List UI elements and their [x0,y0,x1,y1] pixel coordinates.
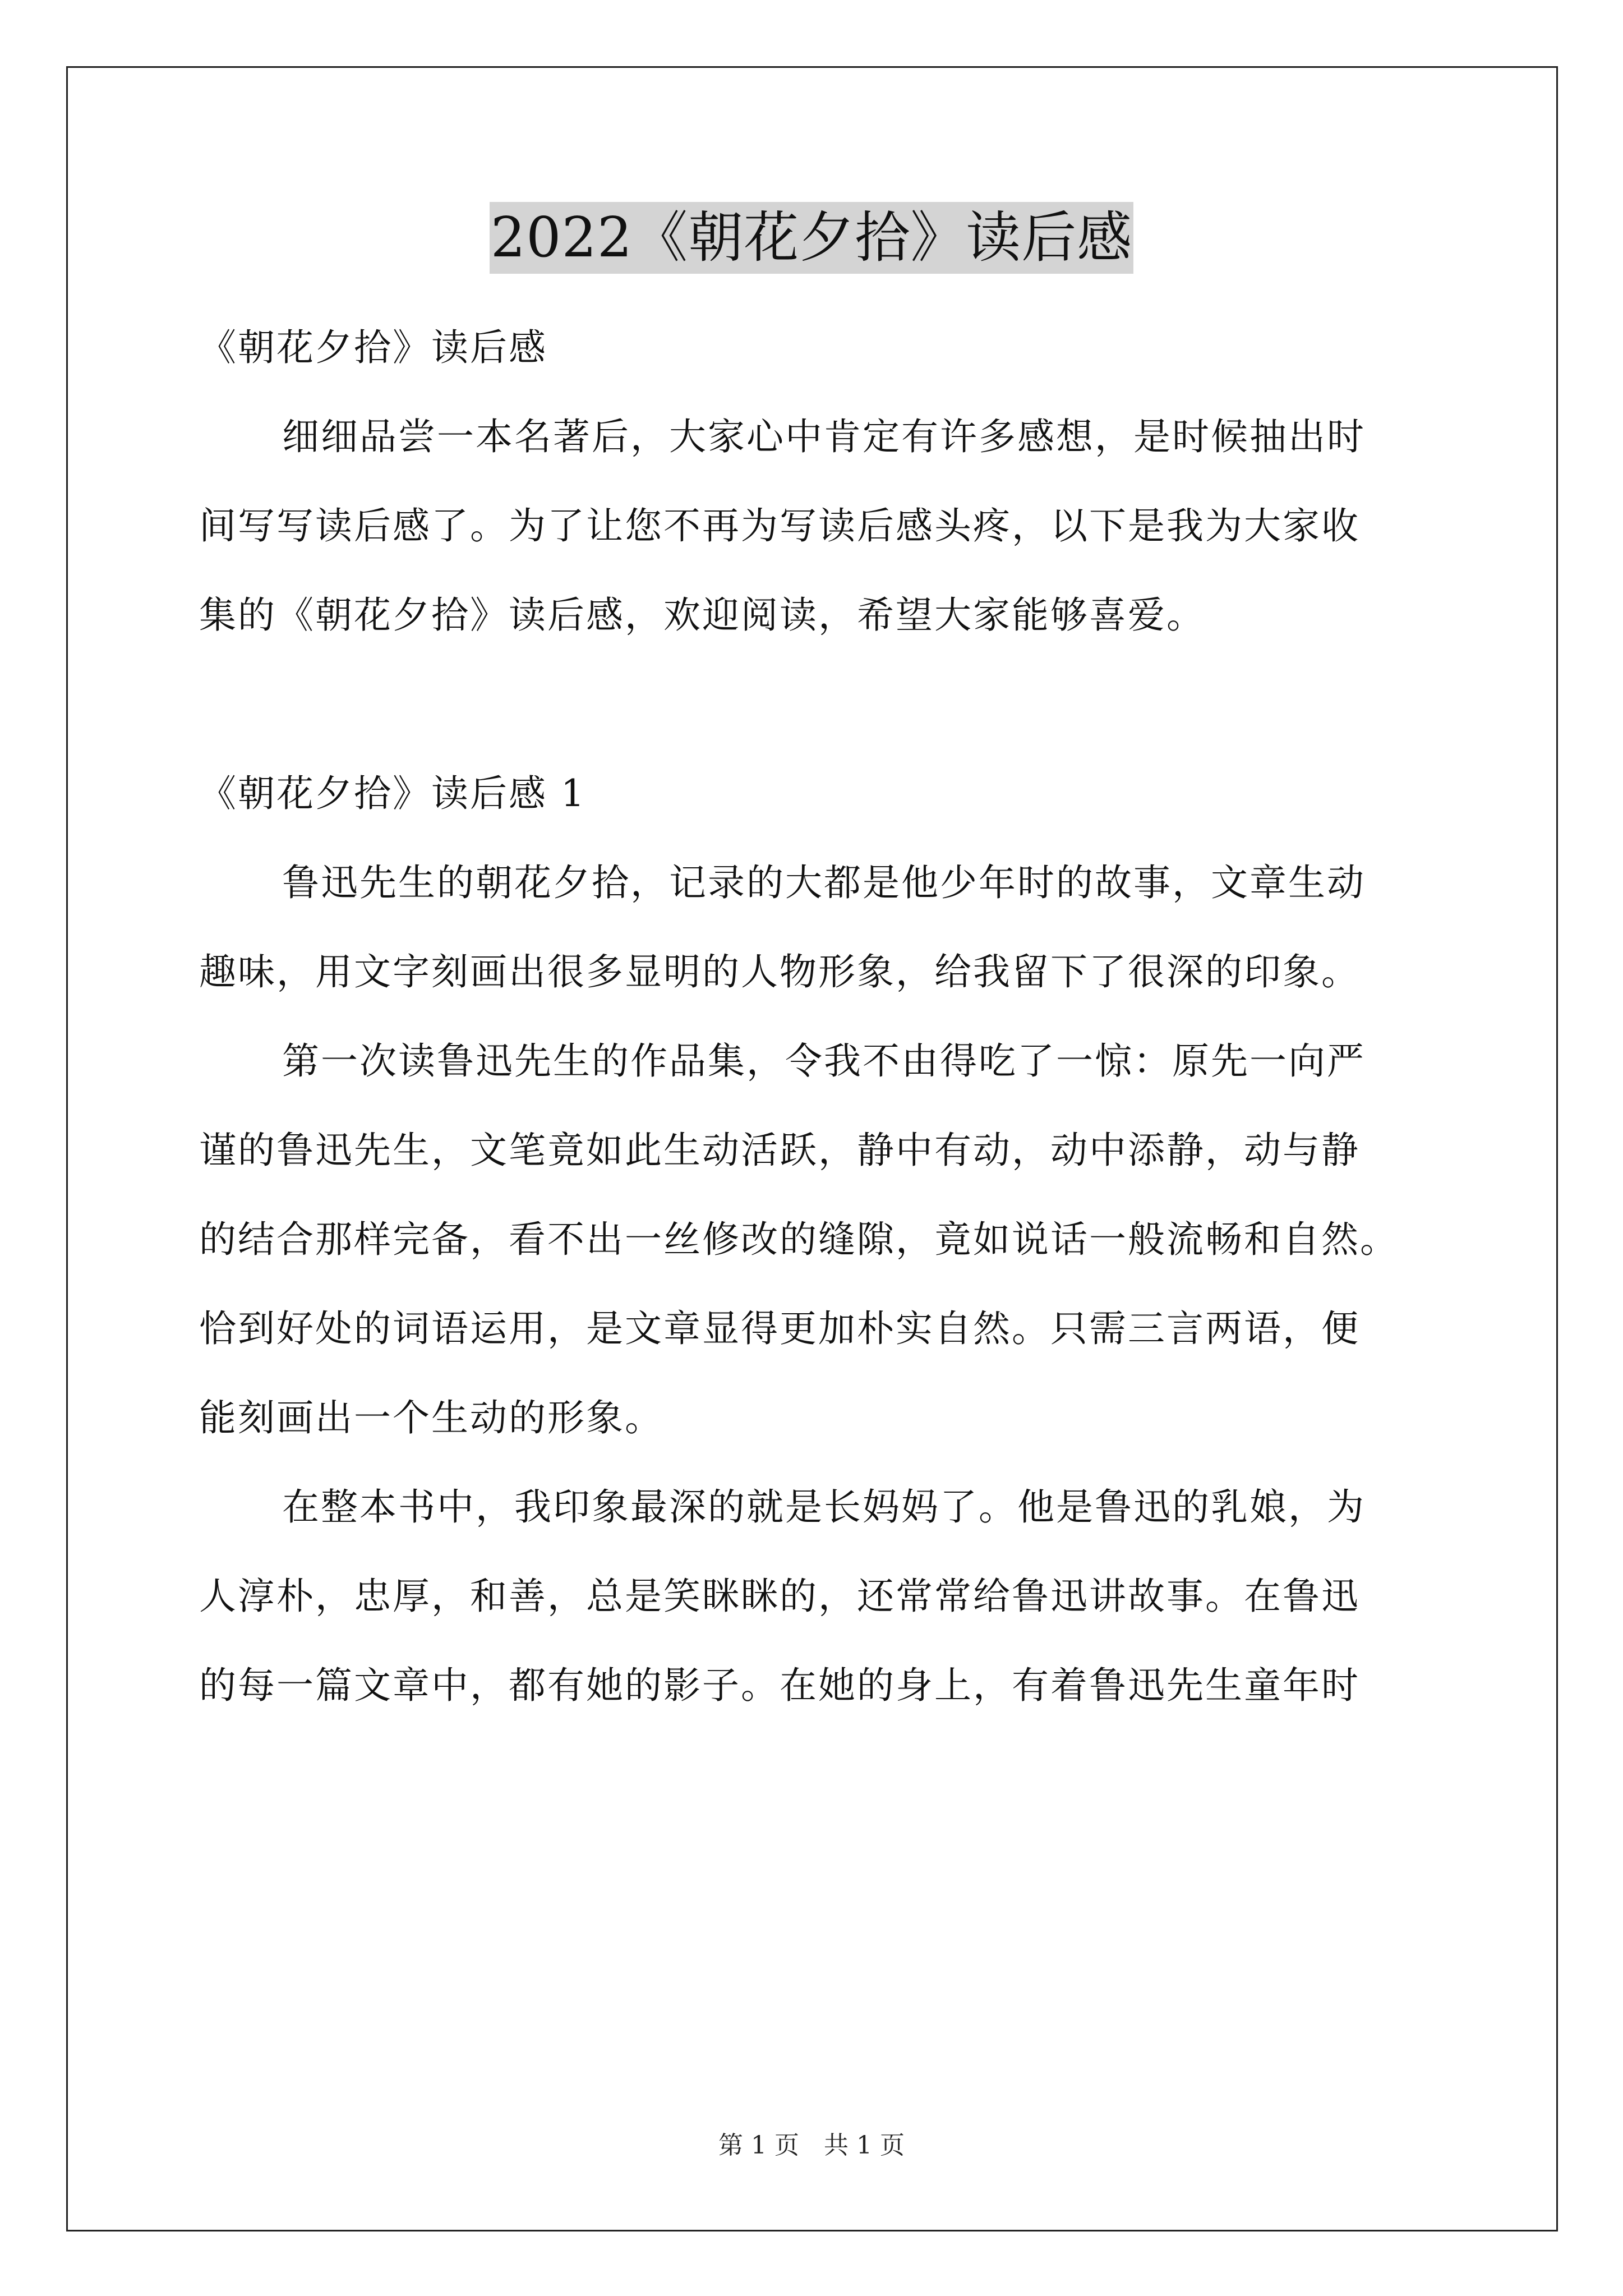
subtitle: 《朝花夕拾》读后感 [199,326,547,369]
paragraph-line: 在整本书中，我印象最深的就是长妈妈了。他是鲁迅的乳娘，为 [282,1485,1366,1529]
intro-line: 细细品尝一本名著后，大家心中肯定有许多感想，是时候抽出时 [282,415,1366,458]
paragraph-line: 的结合那样完备，看不出一丝修改的缝隙，竟如说话一般流畅和自然。 [199,1218,1399,1261]
document-title: 2022《朝花夕拾》读后感 [490,202,1133,274]
paragraph-line: 人淳朴，忠厚，和善，总是笑眯眯的，还常常给鲁迅讲故事。在鲁迅 [199,1575,1360,1618]
paragraph-line: 鲁迅先生的朝花夕拾，记录的大都是他少年时的故事，文章生动 [282,861,1366,904]
paragraph-line: 趣味，用文字刻画出很多显明的人物形象，给我留下了很深的印象。 [199,950,1360,993]
paragraph-line: 能刻画出一个生动的形象。 [199,1396,663,1439]
paragraph-line: 恰到好处的词语运用，是文章显得更加朴实自然。只需三言两语，便 [199,1307,1360,1350]
page-footer: 第 1 页 共 1 页 [718,2131,905,2160]
intro-line: 集的《朝花夕拾》读后感，欢迎阅读，希望大家能够喜爱。 [199,593,1205,637]
paragraph-line: 第一次读鲁迅先生的作品集，令我不由得吃了一惊：原先一向严 [282,1039,1366,1083]
section-heading: 《朝花夕拾》读后感 1 [199,772,586,815]
paragraph-line: 的每一篇文章中，都有她的影子。在她的身上，有着鲁迅先生童年时 [199,1664,1360,1707]
title-container [0,202,1623,274]
intro-line: 间写写读后感了。为了让您不再为写读后感头疼，以下是我为大家收 [199,504,1360,547]
paragraph-line: 谨的鲁迅先生，文笔竟如此生动活跃，静中有动，动中添静，动与静 [199,1129,1360,1172]
document-body [199,303,1433,1730]
blank-line [199,660,1433,749]
